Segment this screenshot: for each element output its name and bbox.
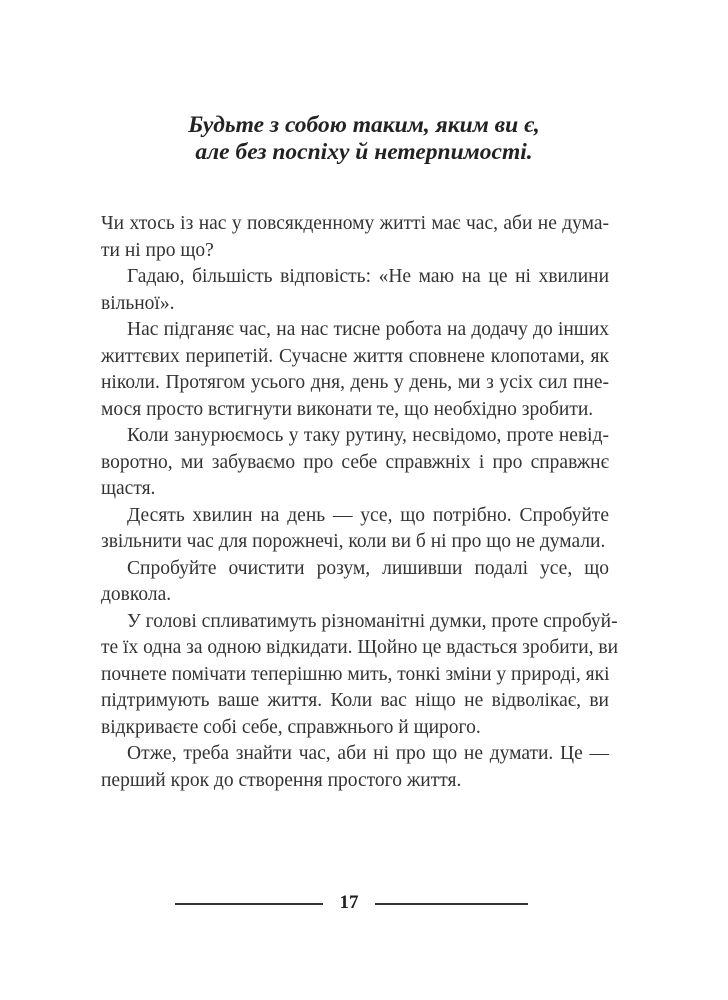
- epigraph-line: Будьте з собою таким, яким ви є,: [188, 112, 540, 138]
- page-number: 17: [339, 892, 359, 913]
- text-line: Чи хтось із нас у повсякденному житті має час, аби не дума-: [101, 213, 609, 234]
- paragraph: [101, 609, 619, 742]
- footer-rule-left: [175, 903, 323, 905]
- text-line: відкриваєте собі себе, справжнього й щирого.: [101, 716, 481, 738]
- paragraph: [101, 423, 609, 503]
- text-line: У голові спливатимуть різноманітні думки, проте спробуй-: [127, 610, 618, 632]
- page-footer: [0, 888, 728, 918]
- text-line: довкола.: [101, 584, 172, 605]
- paragraph: [101, 264, 609, 317]
- text-line: вільної».: [101, 292, 175, 314]
- text-line: Гадаю, більшість відповість: «Не маю на це ні хвилини: [127, 266, 609, 287]
- paragraph: [101, 317, 609, 423]
- paragraph: [101, 741, 609, 794]
- text-line: Нас підганяє час, на нас тисне робота на додачу до інших: [127, 319, 609, 340]
- text-line: Отже, треба знайти час, аби ні про що не думати. Це —: [127, 743, 609, 764]
- text-line: те їх одна за одною відкидати. Щойно це вдасться зробити, ви: [101, 637, 619, 658]
- text-line: щастя.: [101, 478, 156, 499]
- text-line: підтримують ваше життя. Коли вас ніщо не відволікає, ви: [101, 690, 609, 711]
- footer-rule-right: [375, 903, 528, 905]
- paragraph: [101, 503, 609, 556]
- text-line: почнете помічати теперішню мить, тонкі зміни у природі, які: [101, 663, 610, 685]
- text-line: Десять хвилин на день — усе, що потрібно. Спробуйте: [127, 504, 609, 526]
- text-line: перший крок до створення простого життя.: [101, 769, 462, 791]
- epigraph: [100, 112, 628, 166]
- text-line: життєвих перипетій. Сучасне життя сповнене клопотами, як: [101, 345, 609, 367]
- paragraph: [101, 211, 609, 264]
- text-line: звільнити час для порожнечі, коли ви б ні про що не думали.: [101, 531, 606, 552]
- text-line: Спробуйте очистити розум, лишивши подалі усе, що: [127, 557, 609, 579]
- text-line: ти ні про що?: [101, 239, 214, 261]
- text-line: воротно, ми забуваємо про себе справжніх і про справжнє: [101, 451, 609, 473]
- text-line: мося просто встигнути виконати те, що необхідно зробити.: [101, 398, 594, 420]
- paragraph: [101, 556, 609, 609]
- text-line: ніколи. Протягом усього дня, день у день, ми з усіх сил пне-: [101, 372, 609, 393]
- text-line: Коли занурюємось у таку рутину, несвідомо, проте невід-: [127, 425, 609, 446]
- body-text: [101, 211, 619, 794]
- epigraph-line: але без поспіху й нетерпимості.: [195, 139, 533, 165]
